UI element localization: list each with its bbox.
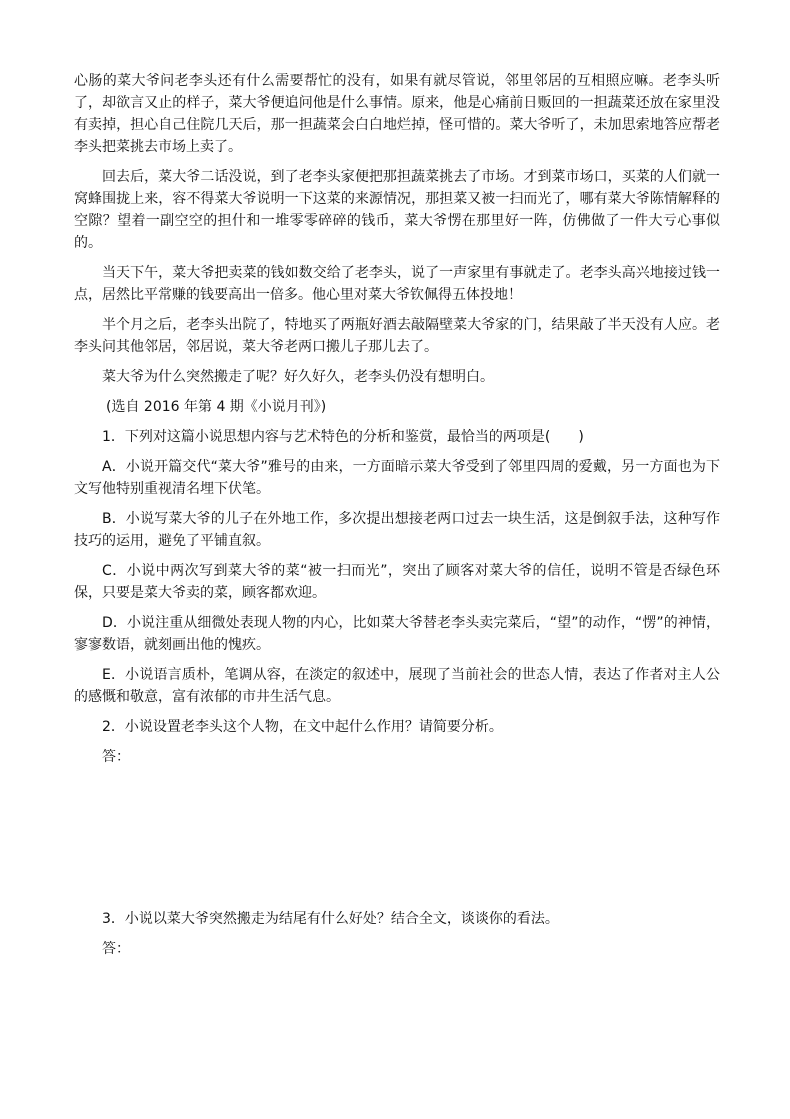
story-paragraph-5: 菜大爷为什么突然搬走了呢？好久好久，老李头仍没有想明白。 bbox=[102, 369, 494, 385]
question-1-stem: 1．下列对这篇小说思想内容与艺术特色的分析和鉴赏，最恰当的两项是( ) bbox=[102, 429, 584, 445]
source-citation: (选自 2016 年第 4 期《小说月刊》) bbox=[106, 399, 327, 415]
story-paragraph-4: 半个月之后，老李头出院了，特地买了两瓶好酒去敲隔壁菜大爷家的门，结果敲了半天没有人应。老李头问其他邻居，邻居说，菜大爷老两口搬儿子那儿去了。 bbox=[74, 317, 720, 355]
question-1-option-d: D．小说注重从细微处表现人物的内心，比如菜大爷替老李头卖完菜后，“望”的动作，“愣”的神情，寥寥数语，就刻画出他的愧疚。 bbox=[74, 615, 720, 653]
question-1-option-b: B．小说写菜大爷的儿子在外地工作，多次提出想接老两口过去一块生活，这是倒叙手法，这种写作技巧的运用，避免了平铺直叙。 bbox=[74, 511, 720, 549]
question-2-stem: 2．小说设置老李头这个人物，在文中起什么作用？请简要分析。 bbox=[102, 719, 503, 735]
story-paragraph-1: 心肠的菜大爷问老李头还有什么需要帮忙的没有，如果有就尽管说，邻里邻居的互相照应嘛。老李头听了，却欲言又止的样子，菜大爷便追问他是什么事情。原来，他是心痛前日贩回的一担蔬菜还放在家里没有卖掉，担心自己住院几天后，那一担蔬菜会白白地烂掉，怪可惜的。菜大爷听了，未加思索地答应帮老李头把菜挑去市场上卖了。 bbox=[74, 73, 720, 155]
document-page bbox=[74, 70, 720, 1075]
question-1-option-c: C．小说中两次写到菜大爷的菜“被一扫而光”，突出了顾客对菜大爷的信任，说明不管是否绿色环保，只要是菜大爷卖的菜，顾客都欢迎。 bbox=[74, 563, 720, 601]
question-2-answer-label: 答： bbox=[102, 749, 130, 765]
question-3-stem: 3．小说以菜大爷突然搬走为结尾有什么好处？结合全文，谈谈你的看法。 bbox=[102, 911, 559, 927]
question-1-option-e: E．小说语言质朴，笔调从容，在淡定的叙述中，展现了当前社会的世态人情，表达了作者对主人公的感慨和敬意，富有浓郁的市井生活气息。 bbox=[74, 667, 720, 705]
question-3-answer-space[interactable] bbox=[74, 960, 720, 1075]
question-2-answer-space[interactable] bbox=[74, 768, 720, 908]
question-1-option-a: A．小说开篇交代“菜大爷”雅号的由来，一方面暗示菜大爷受到了邻里四周的爱戴，另一方面也为下文写他特别重视清名埋下伏笔。 bbox=[74, 459, 720, 497]
story-paragraph-2: 回去后，菜大爷二话没说，到了老李头家便把那担蔬菜挑去了市场。才到菜市场口，买菜的人们就一窝蜂围拢上来，容不得菜大爷说明一下这菜的来源情况，那担菜又被一扫而光了，哪有菜大爷陈情解释的空隙？望着一副空空的担什和一堆零零碎碎的钱币，菜大爷愣在那里好一阵，仿佛做了一件大亏心事似的。 bbox=[74, 169, 720, 251]
question-3-answer-label: 答： bbox=[102, 941, 130, 957]
story-paragraph-3: 当天下午，菜大爷把卖菜的钱如数交给了老李头，说了一声家里有事就走了。老李头高兴地接过钱一点，居然比平常赚的钱要高出一倍多。他心里对菜大爷钦佩得五体投地！ bbox=[74, 265, 720, 303]
